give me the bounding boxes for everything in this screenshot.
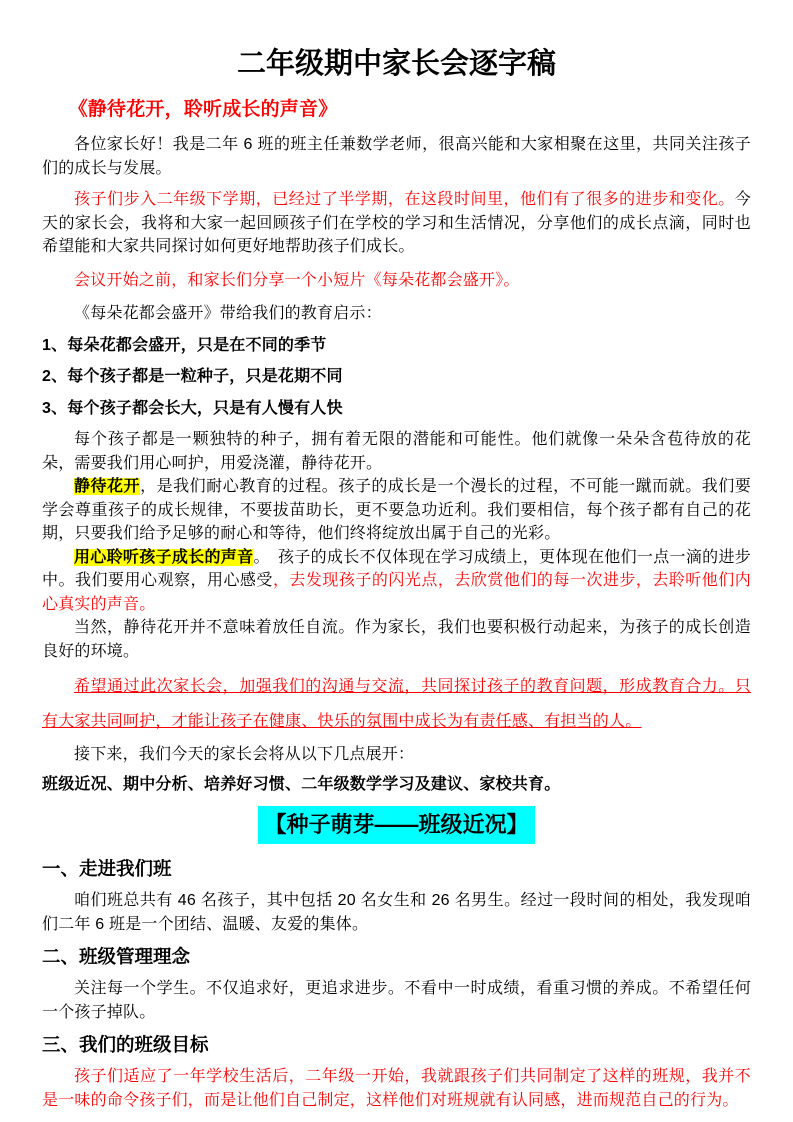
listen-black-run: 。 孩子的成长不仅体现在学习成绩上，更体现在他们一点一滴的进步中。我们要用心观察，用心感受 [42,548,751,589]
paragraph-seed: 每个孩子都是一颗独特的种子，拥有着无限的潜能和可能性。他们就像一朵朵含苞待放的花朵，需要我们用心呵护，用爱浇灌，静待花开。 [42,431,751,472]
heading-management: 二、班级管理理念 [42,946,191,967]
wait-bloom-rest: ，是我们耐心教育的过程。孩子的成长是一个漫长的过程，不可能一蹴而就。我们要学会尊重孩子的成长规律，不要拔苗助长，更不要急功近利。我们要相信，每个孩子都有自己的花期，只要我们给予足够的耐心和等待，他们终将绽放出属于自己的光彩。 [42,478,751,542]
paragraph-progress [42,188,751,259]
paragraph-listen [42,546,751,617]
paragraph-action: 当然，静待花开并不意味着放任自流。作为家长，我们也要积极行动起来，为孩子的成长创造良好的环境。 [42,619,751,660]
paragraph-wait-bloom [42,475,751,546]
paragraph-agenda-lead: 接下来，我们今天的家长会将从以下几点展开： [74,746,415,763]
paragraph-video-intro: 会议开始之前，和家长们分享一个小短片《每朵花都会盛开》。 [74,271,520,289]
doc-subtitle: 《静待花开，聆听成长的声音》 [68,99,338,120]
heading-goals: 三、我们的班级目标 [42,1034,209,1055]
progress-red-run: 孩子们步入二年级下学期，已经过了半学期，在这段时间里，他们有了很多的进步和变化。 [74,191,735,208]
listen-highlight: 用心聆听孩子成长的声音 [74,548,254,566]
paragraph-greeting: 各位家长好！我是二年 6 班的班主任兼数学老师，很高兴能和大家相聚在这里，共同关注孩子们的成长与发展。 [42,136,751,177]
paragraph-hope [42,669,751,739]
doc-title: 二年级期中家长会逐字稿 [236,48,556,80]
paragraph-goal: 孩子们适应了一年学校生活后，二年级一开始，我就跟孩子们共同制定了这样的班规，我并不是一味的命令孩子们，而是让他们自己制定，这样他们对班规就有认同感，进而规范自己的行为。 [42,1068,751,1109]
hope-underlined-run: 希望通过此次家长会，加强我们的沟通与交流，共同探讨孩子的教育问题，形成教育合力。只有大家共同呵护，才能让孩子在健康、快乐的氛围中成长为有责任感、有担当的人。 [42,678,751,730]
paragraph-philosophy: 关注每一个学生。不仅追求好，更追求进步。不看中一时成绩，看重习惯的养成。不希望任何一个孩子掉队。 [42,980,751,1021]
wait-bloom-highlight: 静待花开 [74,478,141,495]
paragraph-agenda: 班级近况、期中分析、培养好习惯、二年级数学学习及建议、家校共育。 [42,775,561,793]
section-banner [42,806,751,844]
edu-list-item-1: 1、每朵花都会盛开，只是在不同的季节 [42,336,327,354]
paragraph-edu-lead: 《每朵花都会盛开》带给我们的教育启示： [74,305,382,322]
section-banner-chip: 【种子萌芽——班级近况】 [258,806,534,844]
edu-list-item-3: 3、每个孩子都会长大，只是有人慢有人快 [42,399,343,417]
listen-red-run: ，去发现孩子的闪光点，去欣赏他们的每一次进步，去聆听他们内心真实的声音。 [42,572,751,613]
heading-class-intro: 一、走进我们班 [42,858,172,879]
edu-list-item-2: 2、每个孩子都是一粒种子，只是花期不同 [42,368,343,385]
progress-black-run: 今天的家长会，我将和大家一起回顾孩子们在学校的学习和生活情况，分享他们的成长点滴，同时也希望能和大家共同探讨如何更好地帮助孩子们成长。 [42,191,751,255]
paragraph-class-info: 咱们班总共有 46 名孩子，其中包括 20 名女生和 26 名男生。经过一段时间的相处，我发现咱们二年 6 班是一个团结、温暖、友爱的集体。 [42,892,751,933]
